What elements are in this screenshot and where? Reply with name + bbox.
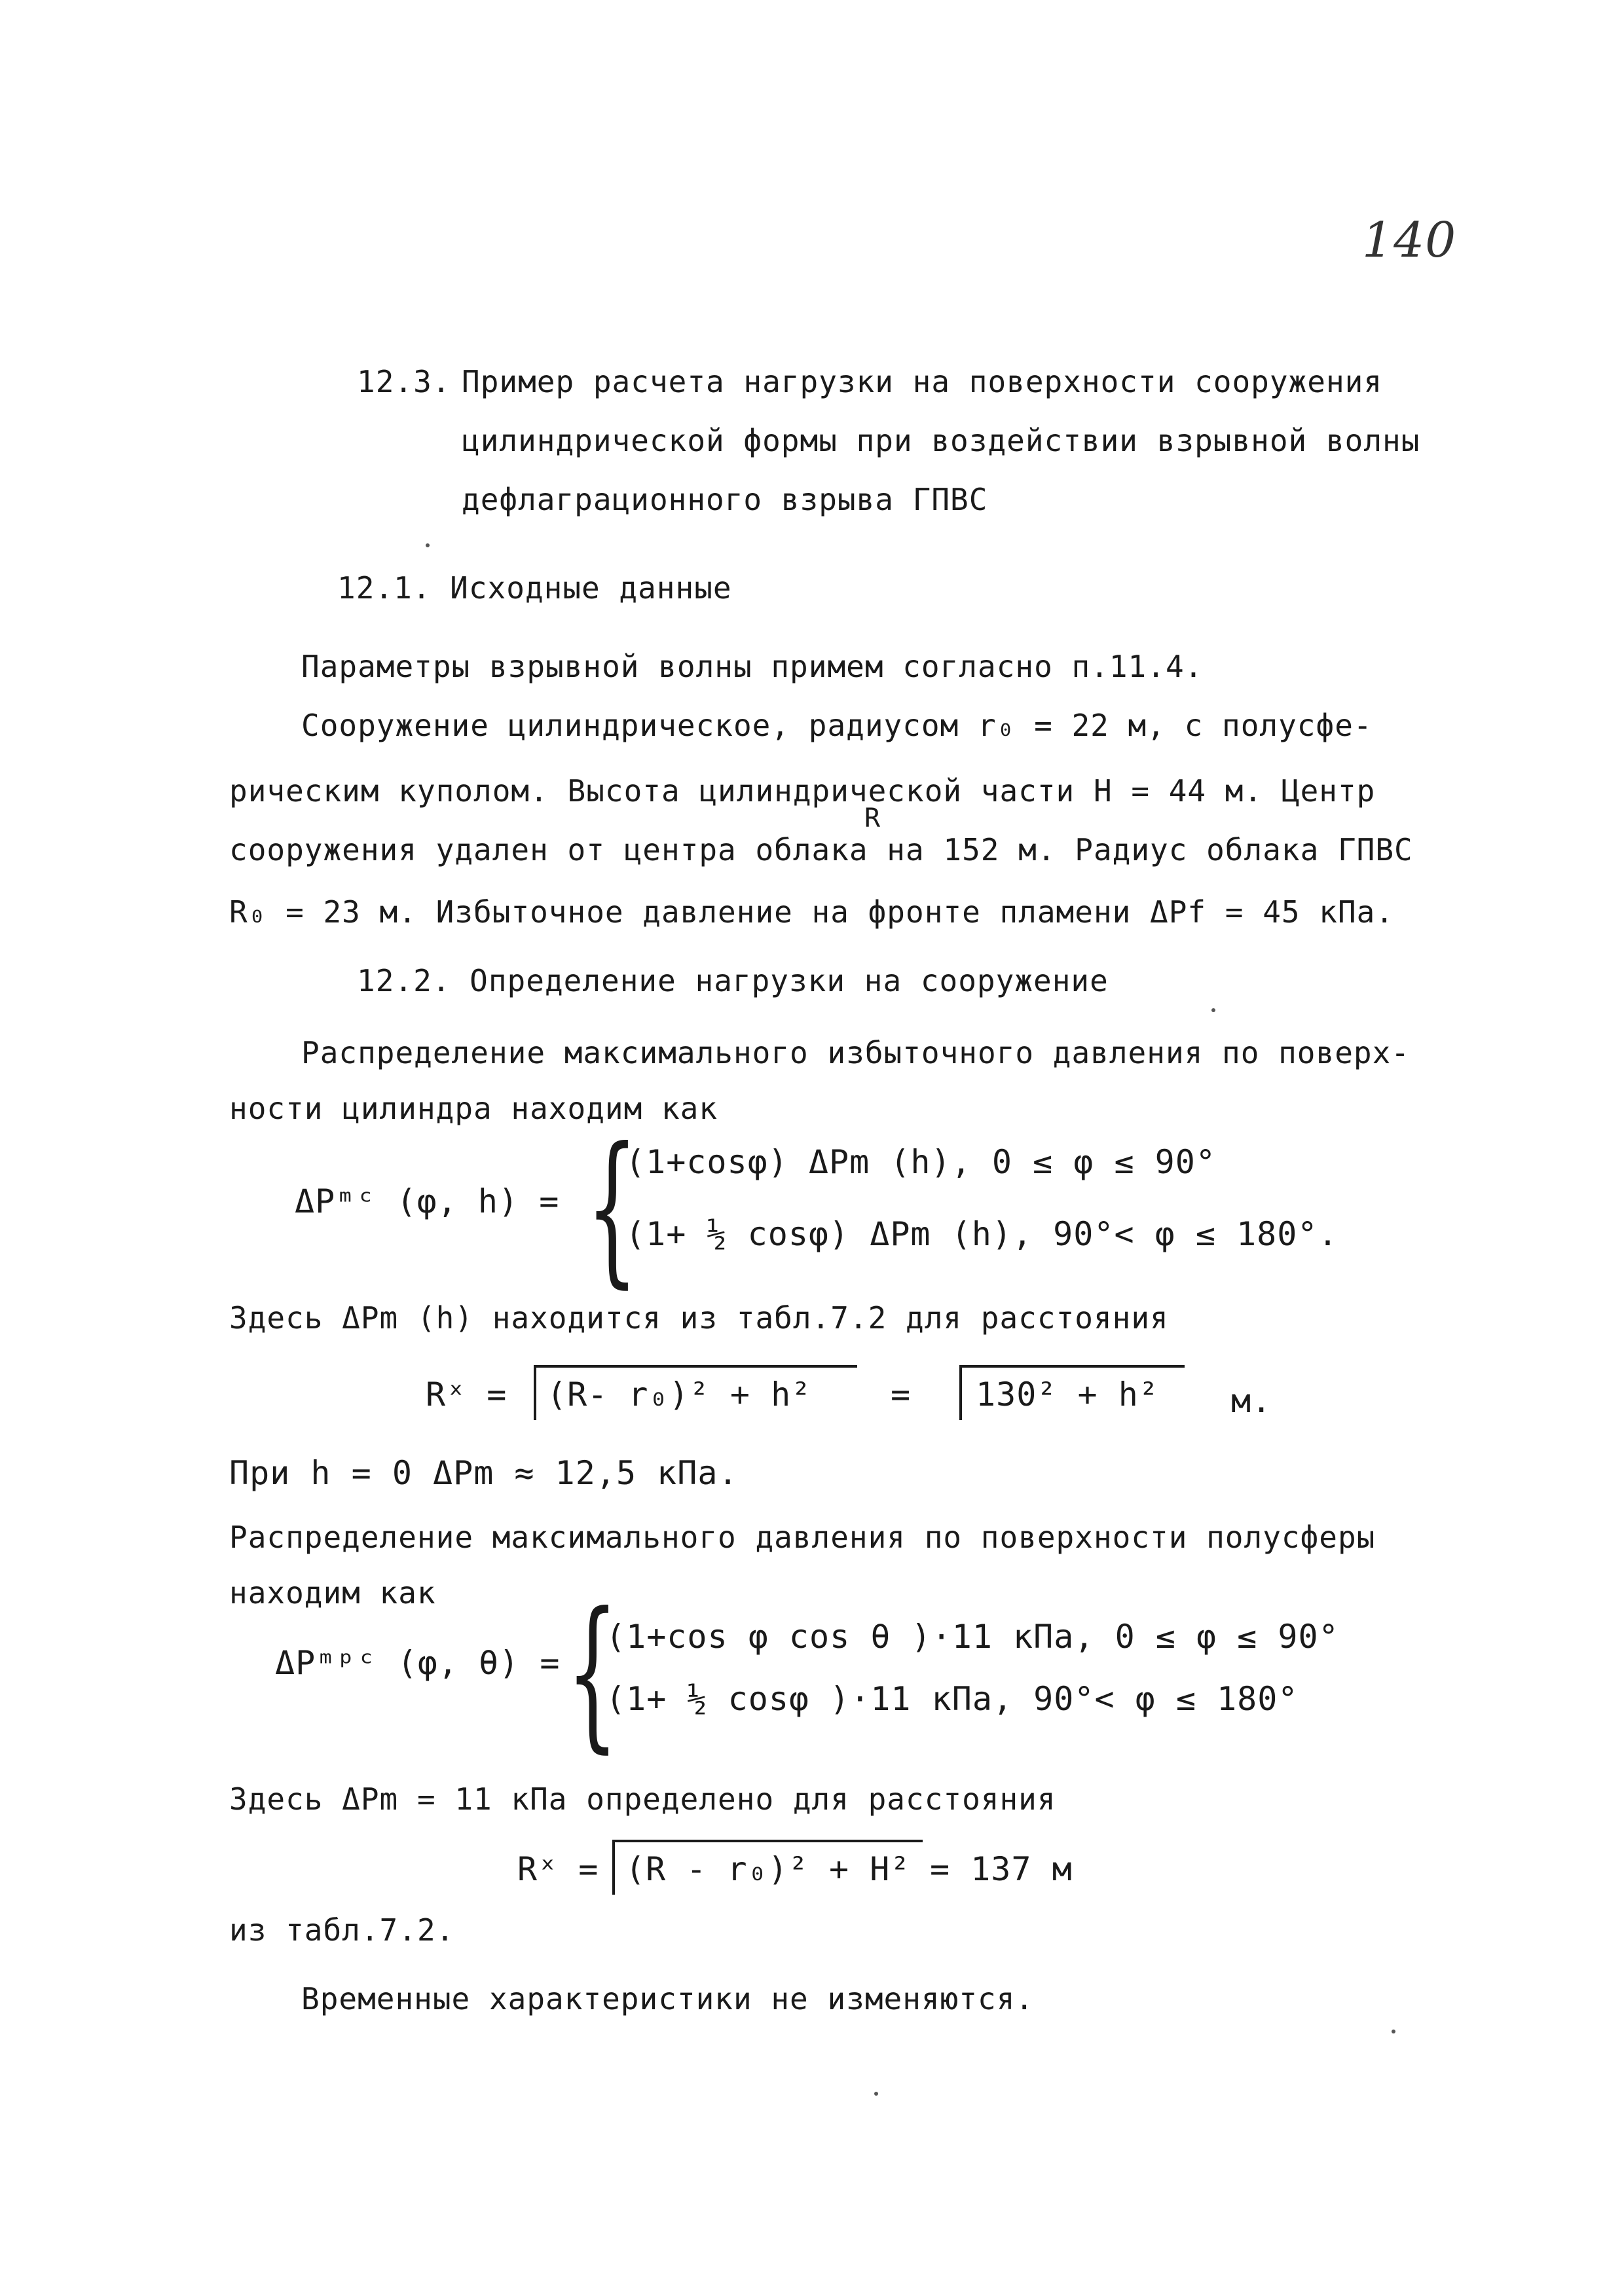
distance-label-r: R [864,803,881,833]
scan-speck [1211,1008,1215,1012]
equation-distance-root2: 130² + h² [976,1376,1159,1413]
paragraph-distribution-line2: ности цилиндра находим как [229,1091,718,1126]
equation-hemisphere-case1: (1+cos φ cos θ )·11 кПа, 0 ≤ φ ≤ 90° [606,1618,1339,1656]
equation-hemisphere-brace: { [566,1577,619,1768]
equation-cylinder-lhs: ΔPᵐᶜ (φ, h) = [295,1182,560,1220]
equation-cylinder-case1: (1+cosφ) ΔPm (h), 0 ≤ φ ≤ 90° [625,1143,1216,1181]
scan-speck [1392,2030,1395,2033]
equation-hemisphere-distance-root: (R - r₀)² + H² [625,1850,911,1888]
heading-12-3-line2: цилиндрической формы при воздействии взрывной волны [462,423,1420,458]
heading-12-1: 12.1. Исходные данные [337,570,732,606]
equation-cylinder-case2: (1+ ½ cosφ) ΔPm (h), 90°< φ ≤ 180°. [625,1215,1338,1253]
equation-distance-root1: (R- r₀)² + h² [547,1376,812,1413]
equation-cylinder-brace: { [586,1112,638,1303]
paragraph-here-determined: Здесь ΔPm = 11 кПа определено для расстояния [229,1781,1056,1817]
equation-distance-lhs: Rˣ = [426,1376,507,1413]
paragraph-here-table: Здесь ΔPm (h) находится из табл.7.2 для расстояния [229,1300,1169,1336]
heading-12-3-line1: Пример расчета нагрузки на поверхности сооружения [462,364,1383,399]
paragraph-hemisphere-line2: находим как [229,1575,436,1611]
heading-12-3-line3: дефлаграционного взрыва ГПВС [462,482,988,517]
paragraph-structure-line2: рическим куполом. Высота цилиндрической части H = 44 м. Центр [229,773,1376,809]
equation-hemisphere-distance-lhs: Rˣ = [517,1850,599,1888]
scan-speck [874,2092,878,2096]
equation-hemisphere-lhs: ΔPᵐᵖᶜ (φ, θ) = [275,1644,561,1682]
equation-distance-equals: = [891,1376,912,1413]
scan-speck [426,543,430,547]
paragraph-structure-line1: Сооружение цилиндрическое, радиусом r₀ = 22 м, с полусфе- [301,708,1373,743]
paragraph-time-characteristics: Временные характеристики не изменяются. [301,1981,1035,2016]
paragraph-structure-line3: сооружения удален от центра облака на 152 м. Радиус облака ГПВС [229,832,1413,867]
paragraph-from-table: из табл.7.2. [229,1912,455,1948]
paragraph-parameters: Параметры взрывной волны примем согласно п.11.4. [301,649,1204,684]
equation-hemisphere-case2: (1+ ½ cosφ )·11 кПа, 90°< φ ≤ 180° [606,1680,1299,1718]
equation-hemisphere-distance-rhs: = 137 м [930,1850,1073,1888]
heading-12-2: 12.2. Определение нагрузки на сооружение [357,963,1109,998]
equation-at-h-zero: При h = 0 ΔPm ≈ 12,5 кПа. [229,1454,739,1492]
section-number-12-3: 12.3. [357,364,451,399]
paragraph-structure-line4: R₀ = 23 м. Избыточное давление на фронте пламени ΔPf = 45 кПа. [229,894,1395,930]
equation-distance-unit: м. [1231,1382,1272,1420]
paragraph-hemisphere-line1: Распределение максимального давления по поверхности полусферы [229,1520,1376,1555]
paragraph-distribution-line1: Распределение максимального избыточного давления по поверх- [301,1035,1410,1070]
page-number: 140 [1362,212,1457,268]
